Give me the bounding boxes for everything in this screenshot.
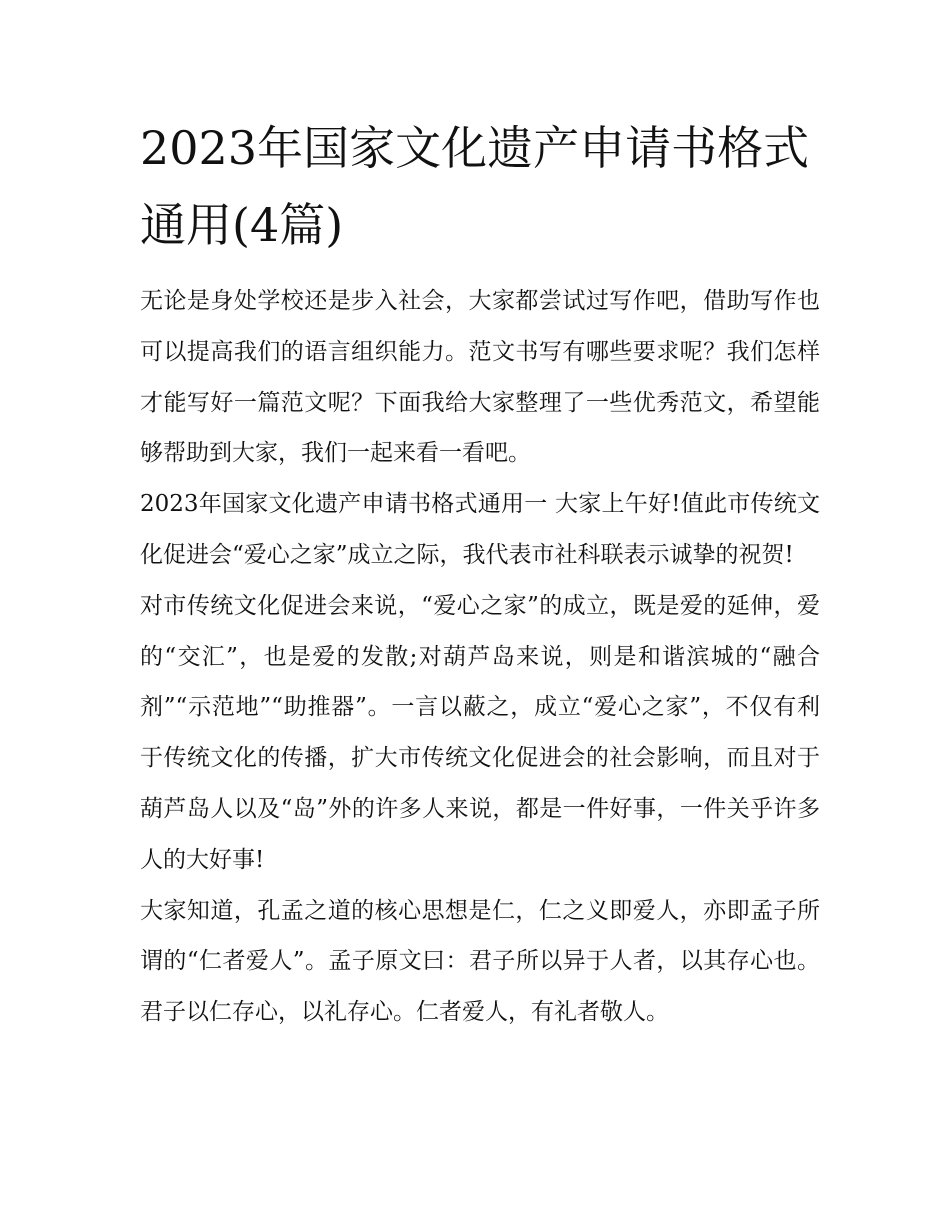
paragraph-greeting: 2023年国家文化遗产申请书格式通用一 大家上午好!值此市传统文化促进会“爱心之家”成立之际，我代表市社科联表示诚挚的祝贺! <box>140 491 820 568</box>
paragraph-intro: 无论是身处学校还是步入社会，大家都尝试过写作吧，借助写作也可以提高我们的语言组织能力。范文书写有哪些要求呢？我们怎样才能写好一篇范文呢？下面我给大家整理了一些优秀范文，希望能够帮助到大家，我们一起来看一看吧。 <box>140 288 820 467</box>
document-title: 2023年国家文化遗产申请书格式通用(4篇) <box>140 121 810 252</box>
document-body <box>140 110 820 1038</box>
paragraph-confucian: 大家知道，孔孟之道的核心思想是仁，仁之义即爱人，亦即孟子所谓的“仁者爱人”。孟子原文曰：君子所以异于人者，以其存心也。君子以仁存心，以礼存心。仁者爱人，有礼者敬人。 <box>140 897 820 1026</box>
paragraph-significance: 对市传统文化促进会来说，“爱心之家”的成立，既是爱的延伸，爱的“交汇”，也是爱的发散;对葫芦岛来说，则是和谐滨城的“融合剂”“示范地”“助推器”。一言以蔽之，成立“爱心之家”，不仅有利于传统文化的传播，扩大市传统文化促进会的社会影响，而且对于葫芦岛人以及“岛”外的许多人来说，都是一件好事，一件关乎许多人的大好事! <box>140 592 820 873</box>
